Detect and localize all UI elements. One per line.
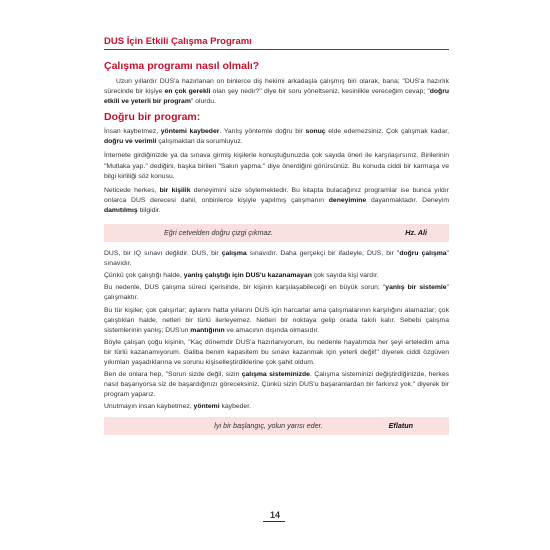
text-run: DUS, bir IQ sınavı değildir. DUS, bir xyxy=(104,250,222,258)
emphasis-text: yöntemi kaybeder xyxy=(160,128,220,136)
paragraph xyxy=(104,370,449,400)
text-run: deneyimini size söylemektedir. Bu kitapta bulacağınız programlar ise bunca yıldır onlarca DUS derecesi dahil, onbinlerce kişiyle yapılmış çalışmanın xyxy=(104,186,449,204)
emphasis-text: çalışma sisteminizde xyxy=(241,371,310,379)
emphasis-text: en çok gerekli xyxy=(164,88,211,96)
text-run: sınavıdır. Daha gerçekçi bir ifadeyle, DUS, bir " xyxy=(246,250,400,258)
emphasis-text: bir kişilik xyxy=(159,186,191,194)
paragraph xyxy=(104,338,449,368)
section-heading-right-program: Doğru bir program: xyxy=(104,111,201,124)
emphasis-text: doğru çalışma xyxy=(399,250,447,258)
paragraph xyxy=(104,77,449,107)
running-head-rule xyxy=(104,49,449,50)
text-run: Ben de onlara hep, "Sorun sizde değil, sizin xyxy=(104,371,242,379)
emphasis-text: doğru ve verimli xyxy=(104,138,157,146)
emphasis-text: damıtılmış xyxy=(104,206,138,214)
emphasis-text: sonuç xyxy=(305,128,326,136)
text-run: Bu nedenle, DUS çalışma süreci içerisinde, bir kişinin karşılaşabileceği en büyük sorun; " xyxy=(104,284,386,292)
section-heading-how-should-program-be: Çalışma programı nasıl olmalı? xyxy=(104,60,260,72)
page-number-rule xyxy=(263,521,285,522)
paragraph xyxy=(104,186,449,216)
text-run: Bu tür kişiler, çok çalışırlar; aylarını hatta yıllarını DUS için harcarlar ama çalışmalarının karşılığını alamazlar; çok çalıştıkları halde, netleri bir türlü ilerleyemez. Netleri bir noktaya gelip orada takılı kalır. Sebebi çalışma sistemlerinin yanlış; DUS'un xyxy=(104,306,449,334)
paragraph xyxy=(104,249,449,269)
quote-text: İyi bir başlangıç, yolun yarısı eder. xyxy=(214,421,323,431)
text-run: Uzun yıllardır DUS'a hazırlanan on binlerce diş hekimi arkadaşla çalışmış biri olarak, bana; "DUS'a hazırlık sürecinde bir kişiye xyxy=(104,78,449,96)
emphasis-text: doğru etkili ve yeterli bir program xyxy=(104,88,449,106)
text-run: . Yanlış yöntemle doğru bir xyxy=(219,128,306,136)
quote-text: Eğri cetvelden doğru çizgi çıkmaz. xyxy=(164,228,274,238)
text-run: Böyle çalışan çoğu kişinin, "Kaç dönemdir DUS'a hazırlanıyorum, bu nedenle hayatımda her şeyi erteledim ama bir türlü kazanamıyorum. Galiba benim kapasitem bu sınavı kazanmak için yeterli değil!" diyerek ciddi özgüven yıkımları yaşadıklarına ve sorunu kişiselleştirdiklerine çok şahit oldum. xyxy=(104,338,449,366)
quote-box xyxy=(104,224,449,242)
paragraph xyxy=(104,306,449,336)
running-head: DUS İçin Etkili Çalışma Programı xyxy=(104,36,252,47)
paragraph xyxy=(104,283,449,303)
text-run: " olurdu. xyxy=(190,98,216,106)
text-run: Çünkü çok çalıştığı halde, xyxy=(104,272,184,280)
text-run: Unutmayın insan kaybetmez, xyxy=(104,403,194,411)
text-run: " çalışmaktır. xyxy=(104,284,449,302)
quote-author: Eflatun xyxy=(388,421,413,431)
emphasis-text: yanlış bir sistemle xyxy=(385,284,447,292)
text-run: Neticede herkes, xyxy=(104,186,160,194)
quote-author: Hz. Ali xyxy=(405,228,427,238)
text-run: çalışmaktan da sorumluyuz. xyxy=(156,138,243,146)
emphasis-text: mantığının xyxy=(190,326,225,334)
text-run: olan şey nedir?" diye bir soru yöneltseniz, kesinlikle vereceğim cevap; " xyxy=(210,88,430,96)
quote-box xyxy=(104,417,449,435)
text-run: kaybeder. xyxy=(219,403,251,411)
text-run: . Çalışma sisteminizi değiştirdiğinizde, herkes nasıl başarıyorsa siz de başardığınızı göreceksiniz. Çünkü sizin DUS'u başaranlardan bir farkınız yok." diyerek bir program yaparız. xyxy=(104,371,449,399)
emphasis-text: deneyimine xyxy=(328,196,367,204)
emphasis-text: yanlış çalıştığı için DUS'u kazanamayan xyxy=(183,272,312,280)
text-run: çok sayıda kişi vardır. xyxy=(311,272,379,280)
text-run: İnsan kaybetmez, xyxy=(104,128,161,136)
emphasis-text: yöntemi xyxy=(193,403,220,411)
text-run: İnternete girdiğinizde ya da sınava girmiş kişilerle konuştuğunuzda çok sayıda öneri ile karşılaşırsınız. Birilerinin "Mutlaka yap." dediğini, başka birileri "Sakın yapma." diye önerdiğini görürsünüz. Bu konuda ciddi bir karmaşa ve bilgi kirliliği söz konusu. xyxy=(104,152,449,180)
page-number: 14 xyxy=(269,510,280,520)
text-run: ve amacının dışında olmasıdır. xyxy=(224,326,320,334)
text-run: " sınavıdır. xyxy=(104,250,449,268)
text-run: dayanmaktadır. Deneyim xyxy=(366,196,449,204)
text-run: elde edemezsiniz. Çok çalışmak kadar, xyxy=(325,128,449,136)
text-run: bilgidir. xyxy=(137,206,161,214)
paragraph xyxy=(104,127,449,147)
paragraph xyxy=(104,271,449,281)
emphasis-text: çalışma xyxy=(221,250,247,258)
paragraph xyxy=(104,402,449,412)
page-content xyxy=(104,55,449,435)
paragraph xyxy=(104,151,449,181)
